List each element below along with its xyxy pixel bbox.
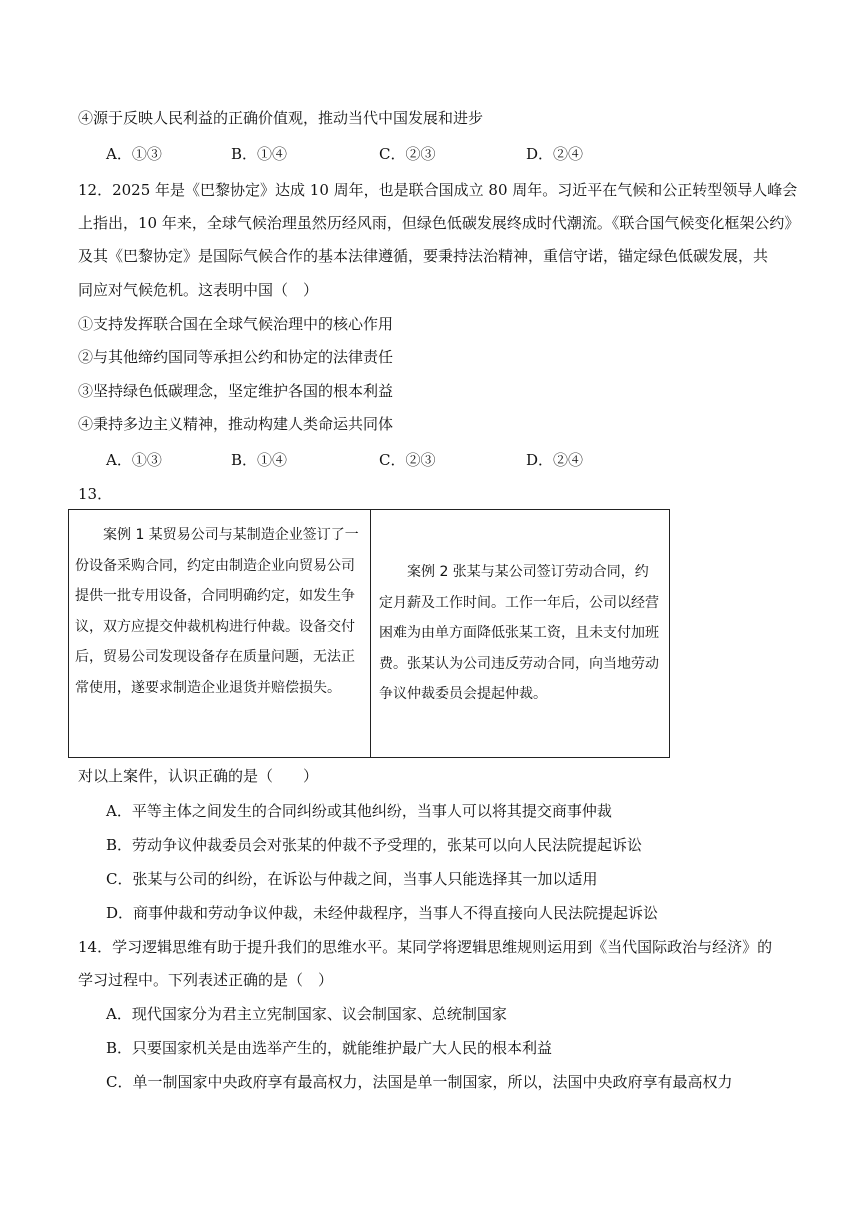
- q13-case-1-text: 案例 1 某贸易公司与某制造企业签订了一份设备采购合同，约定由制造企业向贸易公司提供一批专用设备，合同明确约定，如发生争议，双方应提交仲裁机构进行仲裁。设备交付后，贸易公司发现设备存在质量问题，无法正常使用，遂要求制造企业退货并赔偿损失。: [75, 527, 359, 696]
- q14-choice-b[interactable]: B．只要国家机关是由选举产生的，就能维护最广大人民的根本利益: [106, 1039, 553, 1057]
- q14-choice-c[interactable]: C．单一制国家中央政府享有最高权力，法国是单一制国家，所以，法国中央政府享有最高权力: [106, 1073, 733, 1091]
- q12-statement-2: ②与其他缔约国同等承担公约和协定的法律责任: [78, 348, 394, 366]
- q13-stem: 对以上案件，认识正确的是（ ）: [78, 767, 319, 785]
- q13-case-table: [68, 509, 670, 758]
- q11-option-a[interactable]: A．①③: [106, 145, 162, 163]
- q11-statement-4: ④源于反映人民利益的正确价值观，推动当代中国发展和进步: [78, 109, 484, 127]
- q13-case-2-text: 案例 2 张某与某公司签订劳动合同，约定月薪及工作时间。工作一年后，公司以经营困难为由单方面降低张某工资，且未支付加班费。张某认为公司违反劳动合同，向当地劳动争议仲裁委员会提起仲裁。: [379, 564, 659, 703]
- q11-option-d[interactable]: D．②④: [526, 145, 584, 163]
- q13-case-1-cell: [69, 510, 371, 757]
- q13-number: 13．: [78, 485, 113, 503]
- q12-stem-line-2: 上指出，10 年来，全球气候治理虽然历经风雨，但绿色低碳发展终成时代潮流。《联合国气候变化框架公约》: [78, 214, 800, 232]
- q12-statement-3: ③坚持绿色低碳理念，坚定维护各国的根本利益: [78, 382, 394, 400]
- q13-choice-a[interactable]: A．平等主体之间发生的合同纠纷或其他纠纷，当事人可以将其提交商事仲裁: [106, 802, 612, 820]
- q13-choice-b[interactable]: B．劳动争议仲裁委员会对张某的仲裁不予受理的，张某可以向人民法院提起诉讼: [106, 836, 643, 854]
- q12-option-b[interactable]: B．①④: [231, 451, 288, 469]
- q11-option-c[interactable]: C．②③: [379, 145, 436, 163]
- q14-stem-line-1: 14．学习逻辑思维有助于提升我们的思维水平。某同学将逻辑思维规则运用到《当代国际政治与经济》的: [78, 938, 773, 956]
- q13-choice-c[interactable]: C．张某与公司的纠纷，在诉讼与仲裁之间，当事人只能选择其一加以适用: [106, 870, 598, 888]
- q14-choice-a[interactable]: A．现代国家分为君主立宪制国家、议会制国家、总统制国家: [106, 1005, 507, 1023]
- q12-stem-line-1: 12．2025 年是《巴黎协定》达成 10 周年，也是联合国成立 80 周年。习近平在气候和公正转型领导人峰会: [78, 181, 798, 199]
- q12-option-d[interactable]: D．②④: [526, 451, 584, 469]
- q13-case-2-cell: [371, 510, 669, 757]
- q12-option-a[interactable]: A．①③: [106, 451, 162, 469]
- q12-statement-4: ④秉持多边主义精神，推动构建人类命运共同体: [78, 415, 394, 433]
- q14-stem-line-2: 学习过程中。下列表述正确的是（ ）: [78, 971, 334, 989]
- q13-choice-d[interactable]: D．商事仲裁和劳动争议仲裁，未经仲裁程序，当事人不得直接向人民法院提起诉讼: [106, 904, 659, 922]
- q12-stem-line-3: 及其《巴黎协定》是国际气候合作的基本法律遵循，要秉持法治精神，重信守诺，锚定绿色低碳发展，共: [78, 247, 769, 265]
- q12-stem-line-4: 同应对气候危机。这表明中国（ ）: [78, 281, 319, 299]
- q12-option-c[interactable]: C．②③: [379, 451, 436, 469]
- q11-option-b[interactable]: B．①④: [231, 145, 288, 163]
- q12-statement-1: ①支持发挥联合国在全球气候治理中的核心作用: [78, 315, 394, 333]
